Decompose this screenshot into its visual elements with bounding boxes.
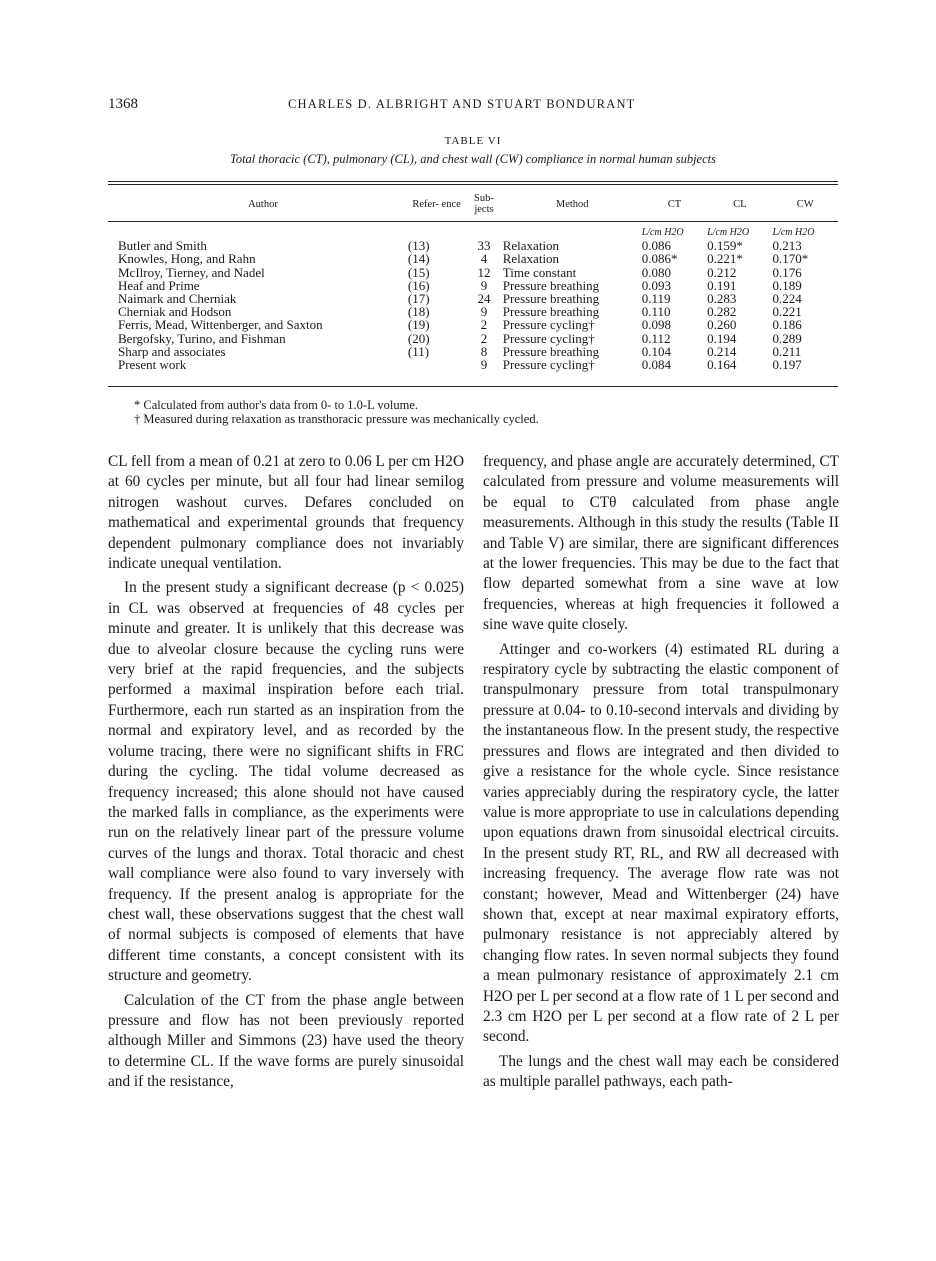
header-author: Author (248, 198, 278, 210)
cell-reference: (16) (407, 277, 430, 293)
body-paragraph: Attinger and co-workers (4) estimated RL during a respiratory cycle by subtracting the elastic component of transpulmonary pressure from total transpulmonary pressure at 0.04- to 0.10-second intervals and dividing by the instantaneous flow. In the present study, the respective pressures and flows are integrated and then divided to give a resistance for the whole cycle. Since resistance varies appreciably during the respiratory cycle, the latter value is more appropriate to use in calculations depending upon equations drawn from sinusoidal electrical circuits. In the present study RT, RL, and RW all decreased with increasing frequency. The average flow rate was not constant; however, Mead and Wittenberger (24) have shown that, except at near maximal expiratory efforts, pulmonary resistance is not appreciably altered by changing flow rates. In seven normal subjects they found a mean pulmonary resistance of approximately 2.1 cm H2O per L per second at a flow rate of 1 L per second and 2.3 cm H2O per L per second at a flow rate of 2 L per second. (483, 640, 839, 1046)
running-head: CHARLES D. ALBRIGHT AND STUART BONDURANT (288, 97, 636, 111)
body-paragraph: In the present study a significant decrease (p < 0.025) in CL was observed at frequencies of 48 cycles per minute and greater. It is unlikely that this decrease was due to alveolar closure because the cycling runs were very brief at the rapid frequencies, and the subjects performed a maximal inspiration before each trial. Furthermore, each run started as an inspiration from the normal and expiratory level, and as recorded by the volume tracing, there were no significant shifts in FRC during the cycling. The tidal volume decreased as frequency increased; this alone should not have caused the marked falls in compliance, as the experiments were run on the relatively linear part of the pressure volume curves of the lungs and thorax. Total thoracic and chest wall compliance were also found to vary inversely with frequency. If the present analog is appropriate for the chest wall, these observations suggest that the chest wall of normal subjects is composed of elements that have different time constants, a concept consistent with its structure and geometry. (108, 579, 464, 985)
table-header-row (108, 188, 838, 220)
unit-ct: L/cm H2O (641, 227, 684, 238)
cell-ct: 0.093 (641, 277, 671, 293)
cell-ct: 0.086* (641, 251, 678, 267)
header-cl: CL (733, 198, 747, 210)
body-paragraph: frequency, and phase angle are accurately determined, CT calculated from pressure and volume measurements will be equal to CTθ calculated from phase angle measurements. Although in this study the results (Table II and Table V) are similar, there are significant differences at the lower frequencies. This may be due to the fact that flow departed somewhat from a sine wave at low frequencies, whereas at high frequencies it followed a sine wave quite closely. (483, 453, 839, 634)
table-row (108, 332, 838, 345)
cell-reference: (13) (407, 238, 430, 254)
table-row (108, 252, 838, 265)
cell-subjects: 12 (477, 264, 491, 280)
cell-subjects: 2 (480, 330, 488, 346)
cell-reference: (11) (407, 343, 430, 359)
body-paragraph: CL fell from a mean of 0.21 at zero to 0.06 L per cm H2O at 60 cycles per minute, but all four had linear semilog nitrogen washout curves. Defares concluded on mathematical and experimental grounds that frequency dependent pulmonary compliance does not invariably indicate unequal ventilation. (108, 453, 464, 573)
cell-author: Sharp and associates (118, 343, 226, 359)
cell-cw: 0.289 (772, 330, 802, 346)
table-bottom-rule (108, 386, 838, 387)
page-number: 1368 (108, 96, 138, 112)
cell-cw: 0.211 (772, 343, 802, 359)
cell-author: Ferris, Mead, Wittenberger, and Saxton (118, 317, 323, 333)
page-header (108, 96, 838, 116)
cell-cl: 0.221* (707, 251, 743, 267)
cell-cw: 0.170* (772, 251, 809, 267)
table-top-rule (108, 181, 838, 182)
cell-author: McIlroy, Tierney, and Nadel (118, 264, 265, 280)
cell-cw: 0.176 (772, 264, 802, 280)
cell-method: Pressure breathing (502, 291, 600, 307)
right-text-column (483, 452, 839, 1093)
compliance-table (108, 188, 838, 371)
cell-method: Pressure breathing (502, 343, 600, 359)
header-method: Method (555, 198, 589, 210)
cell-method: Relaxation (502, 238, 560, 254)
cell-ct: 0.112 (641, 330, 671, 346)
cell-method: Pressure breathing (502, 304, 600, 320)
cell-author: Cherniak and Hodson (118, 304, 232, 320)
cell-cl: 0.159* (707, 238, 743, 254)
cell-author: Present work (118, 357, 187, 373)
cell-subjects: 2 (480, 317, 488, 333)
cell-subjects: 33 (477, 238, 491, 254)
cell-author: Knowles, Hong, and Rahn (118, 251, 256, 267)
cell-cw: 0.186 (772, 317, 802, 333)
table-row (108, 318, 838, 331)
header-subjects: Sub- jects (474, 193, 494, 215)
body-paragraph: The lungs and the chest wall may each be considered as multiple parallel pathways, each path- (483, 1052, 839, 1091)
cell-method: Pressure cycling† (502, 357, 595, 373)
cell-subjects: 24 (477, 291, 491, 307)
left-text-column (108, 452, 464, 1093)
cell-method: Relaxation (502, 251, 560, 267)
cell-reference: (17) (407, 291, 430, 307)
unit-cw: L/cm H2O (772, 227, 815, 238)
cell-cl: 0.212 (707, 264, 737, 280)
cell-method: Pressure breathing (502, 277, 600, 293)
table-top-rule-2 (108, 184, 838, 185)
cell-method: Pressure cycling† (502, 330, 595, 346)
unit-cl: L/cm H2O (707, 227, 750, 238)
cell-cw: 0.197 (772, 357, 802, 373)
cell-subjects: 8 (480, 343, 488, 359)
cell-cl: 0.191 (707, 277, 737, 293)
cell-subjects: 9 (480, 277, 488, 293)
table-caption: Total thoracic (CT), pulmonary (CL), and chest wall (CW) compliance in normal human subjects (230, 152, 716, 166)
table-row (108, 358, 838, 371)
cell-ct: 0.104 (641, 343, 671, 359)
units-row (108, 220, 838, 239)
header-cw: CW (796, 198, 814, 210)
cell-reference: (19) (407, 317, 430, 333)
cell-cw: 0.213 (772, 238, 802, 254)
header-ct: CT (667, 198, 682, 210)
cell-author: Naimark and Cherniak (118, 291, 237, 307)
table-row (108, 266, 838, 279)
table-label: TABLE VI (444, 135, 502, 147)
cell-subjects: 9 (480, 304, 488, 320)
table-footnotes (134, 398, 539, 426)
cell-cl: 0.260 (707, 317, 737, 333)
cell-ct: 0.086 (641, 238, 671, 254)
cell-author: Bergofsky, Turino, and Fishman (118, 330, 286, 346)
cell-cl: 0.283 (707, 291, 737, 307)
cell-method: Time constant (502, 264, 577, 280)
cell-method: Pressure cycling† (502, 317, 595, 333)
cell-cl: 0.164 (707, 357, 737, 373)
cell-reference: (15) (407, 264, 430, 280)
cell-reference: (20) (407, 330, 430, 346)
header-reference: Refer- ence (412, 198, 461, 210)
cell-reference (408, 358, 465, 371)
cell-cl: 0.282 (707, 304, 737, 320)
cell-ct: 0.080 (641, 264, 671, 280)
cell-ct: 0.098 (641, 317, 671, 333)
cell-cl: 0.194 (707, 330, 737, 346)
cell-cw: 0.224 (772, 291, 802, 307)
cell-ct: 0.119 (641, 291, 671, 307)
cell-reference: (14) (407, 251, 430, 267)
cell-cw: 0.189 (772, 277, 802, 293)
cell-author: Heaf and Prime (118, 277, 200, 293)
cell-reference: (18) (407, 304, 430, 320)
footnote-asterisk: * Calculated from author's data from 0- to 1.0-L volume. (134, 398, 419, 412)
cell-cl: 0.214 (707, 343, 737, 359)
cell-ct: 0.110 (641, 304, 671, 320)
cell-subjects: 4 (480, 251, 488, 267)
cell-cw: 0.221 (772, 304, 802, 320)
body-paragraph: Calculation of the CT from the phase angle between pressure and flow has not been previously reported although Miller and Simmons (23) have used the theory to determine CL. If the wave forms are purely sinusoidal and if the resistance, (108, 991, 464, 1091)
cell-ct: 0.084 (641, 357, 671, 373)
cell-subjects: 9 (480, 357, 488, 373)
cell-author: Butler and Smith (118, 238, 207, 254)
footnote-dagger: † Measured during relaxation as transthoracic pressure was mechanically cycled. (134, 412, 539, 426)
